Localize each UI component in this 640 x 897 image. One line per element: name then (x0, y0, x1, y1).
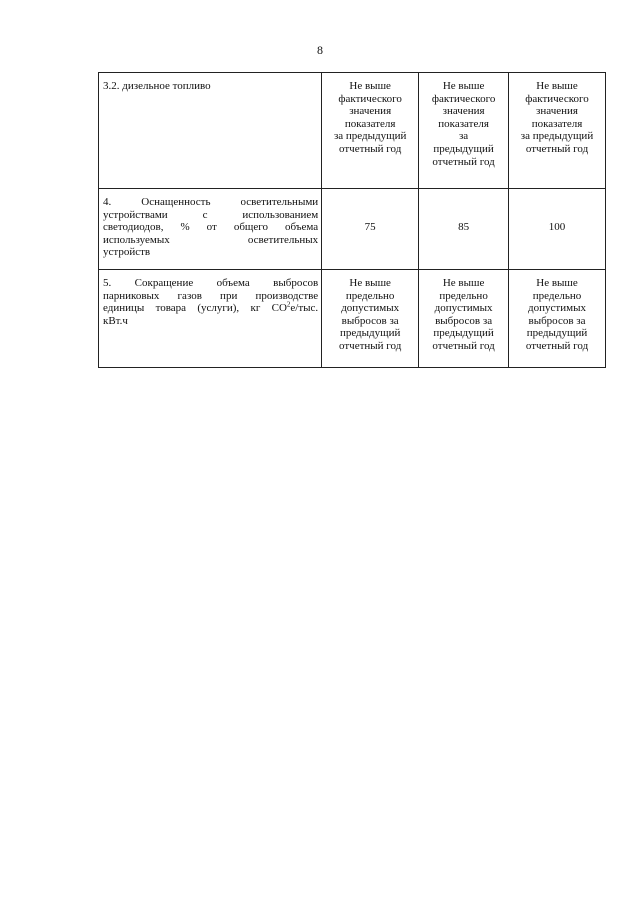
value-line: допустимых (528, 302, 586, 315)
value-line: отчетный год (525, 142, 589, 155)
indicator-line: 4. Оснащенность осветительными (103, 196, 319, 208)
value-cell (509, 270, 606, 368)
page-number: 8 (317, 43, 323, 57)
value-line: выбросов за (528, 314, 586, 327)
value-cell: 100 (509, 189, 606, 270)
value-line: отчетный год (432, 155, 495, 168)
indicator-text: единицы товара (услуги), кг CO (103, 302, 287, 315)
table-row (99, 189, 606, 270)
value-line: за предыдущий (520, 130, 594, 143)
value-line: фактического (338, 92, 402, 105)
value-line: отчетный год (525, 339, 589, 352)
indicators-table (98, 72, 606, 368)
value-line: отчетный год (339, 339, 402, 352)
value-line: допустимых (434, 302, 493, 315)
value-cell: 75 (322, 189, 419, 270)
value-line: значения (349, 105, 392, 118)
value-line: фактического (431, 92, 496, 105)
indicator-line: устройств (103, 246, 151, 259)
value-cell (419, 73, 509, 189)
value-cell (419, 270, 509, 368)
superscript: 2 (286, 300, 291, 309)
indicator-line: используемых осветительных (103, 233, 319, 246)
value-line: Не выше (349, 277, 391, 289)
indicator-cell (99, 189, 322, 270)
value-line: показателя (344, 117, 396, 130)
value-cell: 85 (419, 189, 509, 270)
value-line: Не выше (349, 80, 391, 92)
value-line: предельно (532, 289, 582, 302)
indicator-line: устройствами с использованием (103, 208, 319, 221)
value-line: Не выше (536, 80, 578, 92)
indicator-cell (99, 270, 322, 368)
value-line: Не выше (442, 277, 485, 289)
value-line: Не выше (442, 80, 485, 92)
value-cell (509, 73, 606, 189)
value-line: отчетный год (432, 339, 495, 352)
table-row (99, 73, 606, 189)
value-line: предыдущий (526, 327, 588, 340)
value-line: предыдущий (433, 327, 494, 340)
value-line: показателя (438, 117, 489, 130)
value-line: выбросов за (341, 314, 399, 327)
value-line: выбросов за (435, 314, 493, 327)
value-line: значения (536, 105, 578, 118)
value-cell (322, 73, 419, 189)
value-line: за предыдущий (333, 130, 407, 143)
value-cell (322, 270, 419, 368)
value-line: фактического (525, 92, 589, 105)
value-line: предыдущий (339, 327, 401, 340)
indicator-line: кВт.ч (103, 314, 128, 327)
value-line: за (458, 130, 469, 143)
value-line: отчетный год (339, 142, 402, 155)
value-line: показателя (531, 117, 583, 130)
table-row (99, 270, 606, 368)
value-line: допустимых (341, 302, 400, 315)
indicator-line (103, 302, 318, 315)
indicator-cell: 3.2. дизельное топливо (99, 73, 322, 189)
indicator-line: парниковых газов при производстве (103, 289, 319, 302)
indicator-text: e/тыс. (290, 302, 319, 315)
value-line: Не выше (536, 277, 578, 289)
value-line: предыдущий (433, 142, 494, 155)
value-line: значения (442, 105, 485, 118)
indicator-line: светодиодов, % от общего объема (103, 221, 319, 234)
value-line: предельно (345, 289, 395, 302)
value-line: предельно (439, 289, 488, 302)
indicator-line: 5. Сокращение объема выбросов (103, 277, 319, 289)
